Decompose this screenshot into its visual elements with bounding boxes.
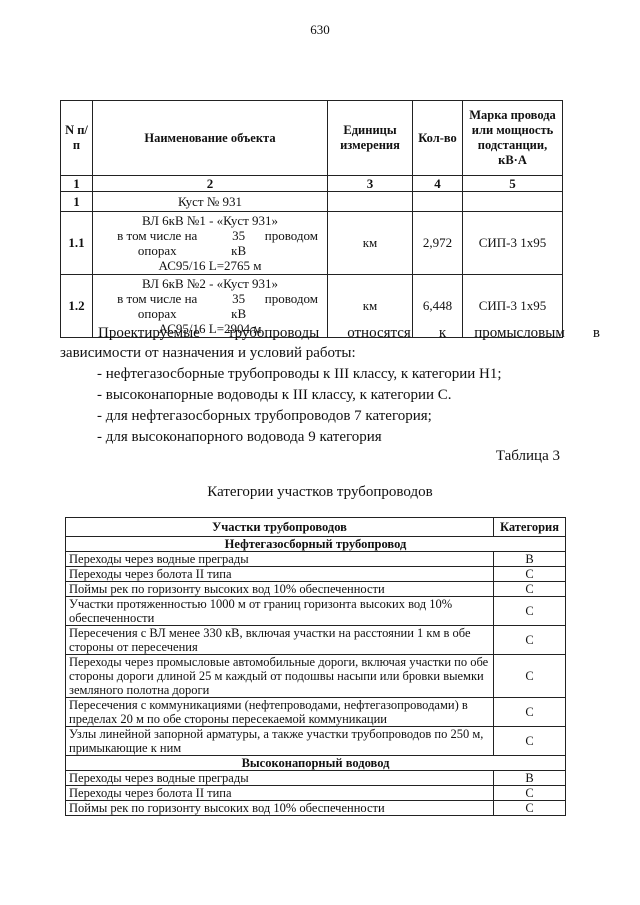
table-row xyxy=(66,655,566,698)
object-name-line: АС95/16 L=2904 м xyxy=(158,321,262,336)
unit-cell: км xyxy=(328,212,413,275)
category-cell: С xyxy=(494,582,566,597)
section-description: Переходы через водные преграды xyxy=(66,771,494,786)
word: к xyxy=(438,325,447,341)
power-line-table xyxy=(60,100,563,338)
object-name-line: ВЛ 6кВ №1 - «Куст 931» xyxy=(141,213,279,228)
section-description: Участки протяженностью 1000 м от границ горизонта высоких вод 10% обеспеченности xyxy=(66,597,494,626)
table-row xyxy=(66,801,566,816)
object-name-line: АС95/16 L=2765 м xyxy=(158,258,262,273)
unit-cell xyxy=(328,192,413,212)
section-description: Переходы через водные преграды xyxy=(66,552,494,567)
paragraph-second-line: зависимости от назначения и условий работы: xyxy=(60,345,356,361)
table-row xyxy=(61,212,563,275)
section-title: Высоконапорный водовод xyxy=(66,756,566,771)
table-row xyxy=(66,552,566,567)
category-cell: С xyxy=(494,597,566,626)
row-number: 1.2 xyxy=(61,275,93,338)
col-header-mark: Марка провода или мощность подстанции, кВ·А xyxy=(463,101,563,176)
table-caption: Категории участков трубопроводов xyxy=(207,484,433,500)
category-cell: С xyxy=(494,727,566,756)
column-number: 2 xyxy=(93,176,328,192)
paragraph-first-line xyxy=(60,323,600,344)
col-header-name: Наименование объекта xyxy=(93,101,328,176)
col-header-number: N п/п xyxy=(61,101,93,176)
list-item: - высоконапорные водоводы к III классу, к категории С. xyxy=(97,387,452,403)
section-description: Поймы рек по горизонту высоких вод 10% обеспеченности xyxy=(66,801,494,816)
row-number: 1.1 xyxy=(61,212,93,275)
table-row xyxy=(66,771,566,786)
section-description: Узлы линейной запорной арматуры, а также участки трубопроводов по 250 м, примыкающие к ним xyxy=(66,727,494,756)
category-cell: В xyxy=(494,552,566,567)
row-number: 1 xyxy=(61,192,93,212)
object-name-line: ВЛ 6кВ №2 - «Куст 931» xyxy=(141,276,279,291)
section-description: Поймы рек по горизонту высоких вод 10% обеспеченности xyxy=(66,582,494,597)
category-cell: С xyxy=(494,698,566,727)
section-description: Переходы через промысловые автомобильные дороги, включая участки по обе стороны дороги длиной 25 м каждый от подошвы насыпи или бровки выемки земляного полотна дороги xyxy=(66,655,494,698)
qty-cell: 6,448 xyxy=(413,275,463,338)
column-number: 4 xyxy=(413,176,463,192)
section-row xyxy=(66,756,566,771)
column-number: 1 xyxy=(61,176,93,192)
section-description: Пересечения с ВЛ менее 330 кВ, включая участки на расстоянии 1 км в обе стороны от пересечения xyxy=(66,626,494,655)
category-cell: С xyxy=(494,626,566,655)
pipeline-category-table xyxy=(65,517,566,816)
table-label: Таблица 3 xyxy=(495,448,560,464)
category-cell: С xyxy=(494,567,566,582)
word: трубопроводы xyxy=(227,325,320,341)
category-cell: В xyxy=(494,771,566,786)
col-header-category: Категория xyxy=(494,518,566,537)
section-description: Пересечения с коммуникациями (нефтепроводами, нефтегазопроводами) в пределах 20 м по обе стороны пересекаемой коммуникации xyxy=(66,698,494,727)
mark-cell: СИП-3 1х95 xyxy=(463,212,563,275)
table-row xyxy=(61,192,563,212)
category-cell: С xyxy=(494,786,566,801)
object-name: Куст № 931 xyxy=(93,192,328,212)
text-fragment: проводом xyxy=(264,228,318,243)
word: в xyxy=(592,325,600,341)
page-number: 630 xyxy=(310,22,330,37)
category-cell: С xyxy=(494,801,566,816)
category-cell: С xyxy=(494,655,566,698)
list-item: - для высоконапорного водовода 9 категория xyxy=(97,429,382,445)
table-row xyxy=(66,786,566,801)
table-row xyxy=(66,567,566,582)
object-name xyxy=(93,212,328,275)
table-row xyxy=(66,626,566,655)
object-name-line xyxy=(96,228,324,258)
unit-cell: км xyxy=(328,275,413,338)
text-fragment: проводом xyxy=(264,291,318,306)
text-fragment: 35 кВ xyxy=(231,291,247,321)
section-title: Нефтегазосборный трубопровод xyxy=(66,537,566,552)
mark-cell xyxy=(463,192,563,212)
table-row xyxy=(66,597,566,626)
list-item: - нефтегазосборные трубопроводы к III классу, к категории Н1; xyxy=(97,366,502,382)
list-item: - для нефтегазосборных трубопроводов 7 категория; xyxy=(97,408,432,424)
word: относятся xyxy=(347,325,411,341)
table-row xyxy=(66,582,566,597)
col-header-sections: Участки трубопроводов xyxy=(66,518,494,537)
text-fragment: в том числе на опорах xyxy=(117,228,198,258)
table-row xyxy=(66,698,566,727)
section-row xyxy=(66,537,566,552)
text-fragment: 35 кВ xyxy=(231,228,247,258)
column-number: 3 xyxy=(328,176,413,192)
section-description: Переходы через болота II типа xyxy=(66,786,494,801)
word: промысловым xyxy=(474,325,565,341)
qty-cell: 2,972 xyxy=(413,212,463,275)
column-number: 5 xyxy=(463,176,563,192)
word: Проектируемые xyxy=(98,325,200,341)
column-number-row xyxy=(61,176,563,192)
section-description: Переходы через болота II типа xyxy=(66,567,494,582)
text-fragment: в том числе на опорах xyxy=(117,291,198,321)
col-header-qty: Кол-во xyxy=(413,101,463,176)
mark-cell: СИП-3 1х95 xyxy=(463,275,563,338)
qty-cell xyxy=(413,192,463,212)
col-header-unit: Единицы измерения xyxy=(328,101,413,176)
table-row xyxy=(66,727,566,756)
object-name-line xyxy=(96,291,324,321)
